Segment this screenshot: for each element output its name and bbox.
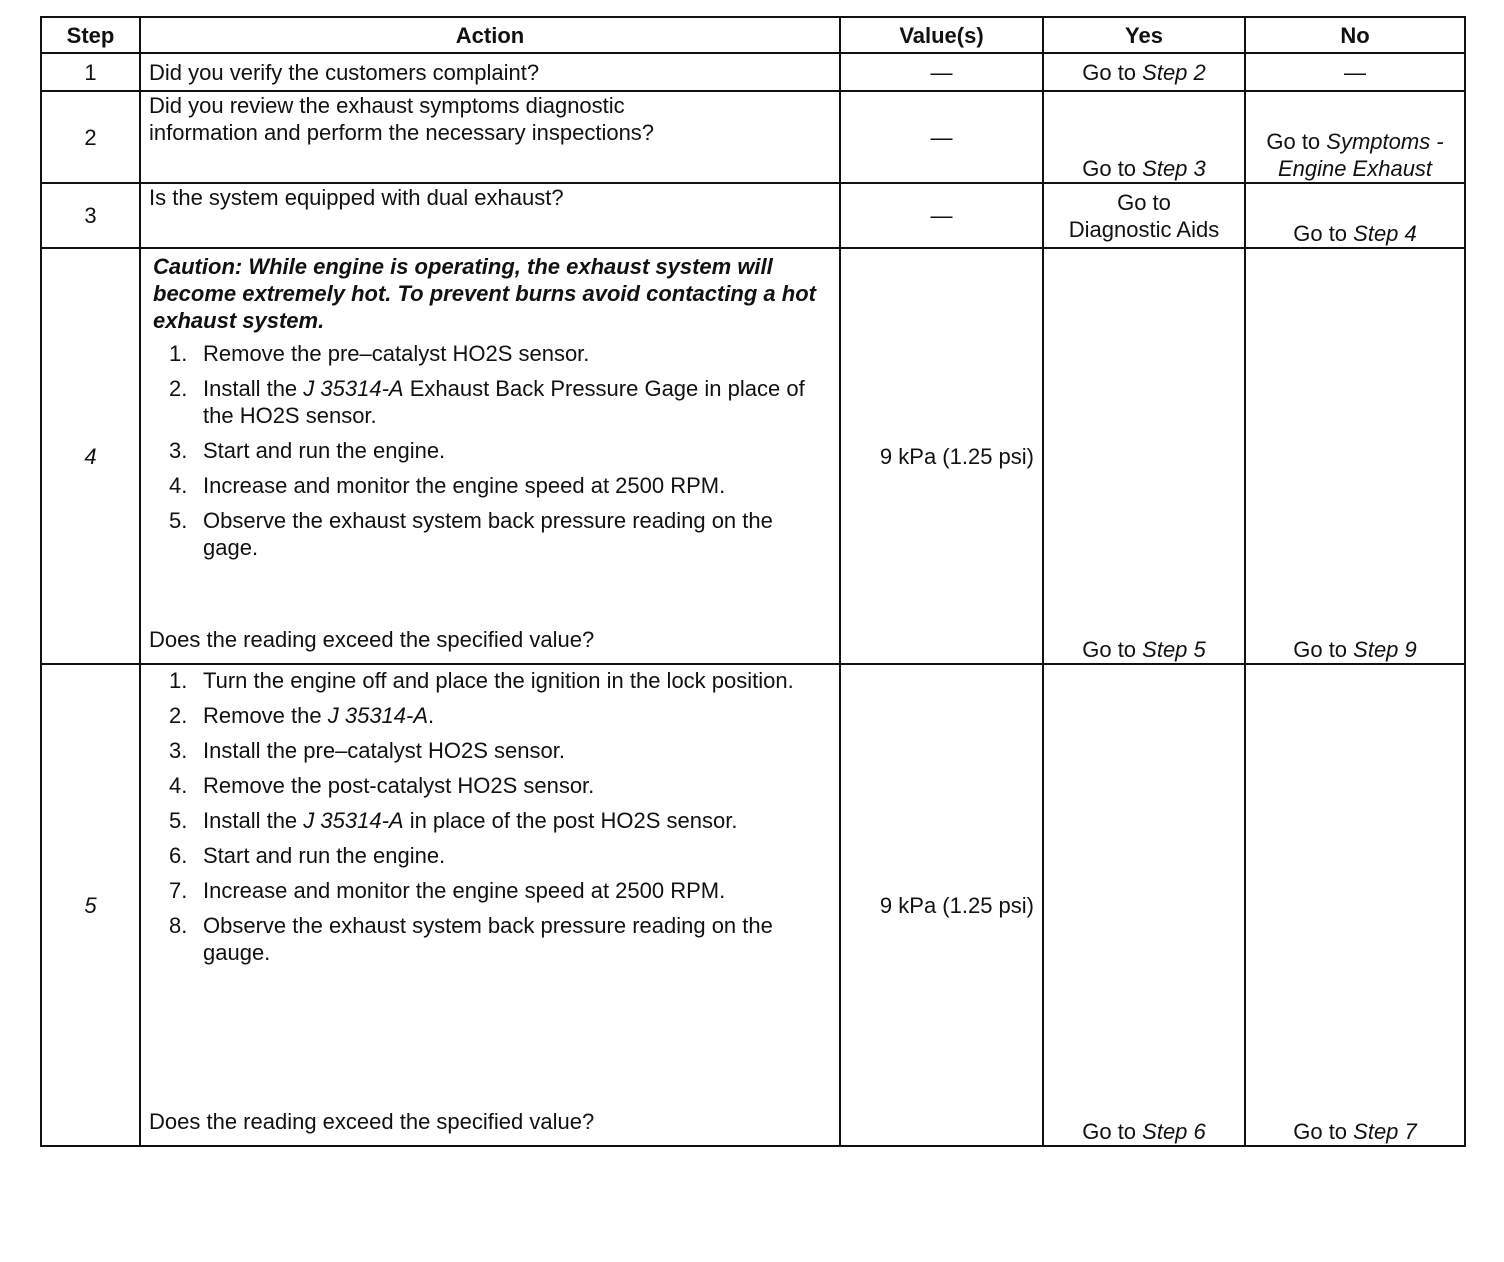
list-item [169,340,831,367]
value-cell: — [840,53,1043,91]
item-number: 7. [169,878,188,903]
yes-prefix: Go to [1082,1119,1143,1144]
yes-target: Step 3 [1142,156,1206,181]
item-number: 8. [169,913,188,938]
list-item [169,877,831,904]
value-cell: 9 kPa (1.25 psi) [840,664,1043,1146]
list-item [169,375,831,429]
step-number: 2 [41,91,140,183]
item-pre: Install the [203,376,304,401]
table-row-step-3 [41,183,1465,248]
tool-name: J 35314-A [327,703,429,728]
yes-cell [1043,91,1245,183]
header-step: Step [41,17,140,53]
item-number: 5. [169,508,188,533]
action-question: Does the reading exceed the specified value? [149,1109,595,1134]
table-row-step-5 [41,664,1465,1146]
item-number: 2. [169,376,188,401]
no-target: Step 7 [1353,1119,1417,1144]
item-number: 1. [169,668,188,693]
item-number: 4. [169,773,188,798]
table-row-step-1 [41,53,1465,91]
list-item [169,842,831,869]
list-item [169,667,831,694]
item-text [203,375,831,429]
action-question: Did you review the exhaust symptoms diagnostic information and perform the necessary inspections? [149,93,655,145]
list-item [169,772,831,799]
action-question: Does the reading exceed the specified value? [149,627,595,652]
no-cell [1245,91,1465,183]
action-cell [140,248,840,664]
item-post: . [428,703,435,728]
list-item [169,702,831,729]
tool-name: J 35314-A [303,808,404,833]
diagnostic-table [40,16,1466,1147]
yes-target: Step 6 [1142,1119,1206,1144]
item-post: in place of the post HO2S sensor. [403,808,738,833]
procedure-list [149,340,831,569]
no-target: Symptoms - Engine Exhaust [1277,129,1444,181]
list-item [169,472,831,499]
item-text: Install the pre–catalyst HO2S sensor. [203,738,565,763]
action-text: Is the system equipped with dual exhaust? [140,183,840,248]
item-text: Increase and monitor the engine speed at 2500 RPM. [203,878,726,903]
item-text [203,807,831,834]
item-pre: Install the [203,808,304,833]
item-number: 2. [169,703,188,728]
yes-target: Step 5 [1142,637,1206,662]
no-cell [1245,248,1465,664]
no-prefix: Go to [1293,221,1354,246]
list-item [169,912,831,966]
step-number: 1 [41,53,140,91]
yes-prefix: Go to [1082,59,1143,85]
step-number: 4 [41,248,140,664]
tool-name: J 35314-A [303,376,404,401]
step-number: 5 [41,664,140,1146]
yes-target: Step 2 [1142,59,1206,85]
item-text: Observe the exhaust system back pressure reading on the gauge. [203,913,773,965]
yes-cell: Go to Diagnostic Aids [1043,183,1245,248]
yes-cell [1043,664,1245,1146]
item-number: 5. [169,808,188,833]
step-number: 3 [41,183,140,248]
value-cell: — [840,183,1043,248]
no-cell [1245,664,1465,1146]
item-number: 3. [169,438,188,463]
header-action: Action [140,17,840,53]
list-item [169,437,831,464]
value-cell: — [840,91,1043,183]
item-pre: Remove the [203,703,328,728]
item-text: Start and run the engine. [203,438,446,463]
no-target: Step 9 [1353,637,1417,662]
list-item [169,737,831,764]
yes-prefix: Go to [1082,156,1143,181]
no-prefix: Go to [1293,1119,1354,1144]
header-row [41,17,1465,53]
item-post: Exhaust Back Pressure Gage in place of the HO2S sensor. [203,376,805,428]
item-number: 1. [169,341,188,366]
item-text: Increase and monitor the engine speed at 2500 RPM. [203,473,726,498]
item-number: 6. [169,843,188,868]
yes-cell [1043,53,1245,91]
list-item [169,807,831,834]
item-text: Remove the pre–catalyst HO2S sensor. [203,341,590,366]
list-item [169,507,831,561]
item-text: Turn the engine off and place the ignition in the lock position. [203,668,794,693]
header-yes: Yes [1043,17,1245,53]
item-text: Observe the exhaust system back pressure reading on the gage. [203,508,773,560]
caution-text: Caution: While engine is operating, the exhaust system will become extremely hot. To prevent burns avoid contacting a hot exhaust system. [153,254,816,333]
no-target: Step 4 [1353,221,1417,246]
header-values: Value(s) [840,17,1043,53]
table-row-step-4 [41,248,1465,664]
item-text: Remove the post-catalyst HO2S sensor. [203,773,595,798]
item-number: 3. [169,738,188,763]
action-text: Did you verify the customers complaint? [140,53,840,91]
value-cell: 9 kPa (1.25 psi) [840,248,1043,664]
yes-cell [1043,248,1245,664]
no-prefix: Go to [1266,129,1327,154]
table-row-step-2 [41,91,1465,183]
yes-prefix: Go to [1082,637,1143,662]
action-text [140,91,840,183]
procedure-list [149,667,831,974]
item-text [203,702,831,729]
action-cell [140,664,840,1146]
no-prefix: Go to [1293,637,1354,662]
no-cell: — [1245,53,1465,91]
item-number: 4. [169,473,188,498]
header-no: No [1245,17,1465,53]
no-cell [1245,183,1465,248]
item-text: Start and run the engine. [203,843,446,868]
